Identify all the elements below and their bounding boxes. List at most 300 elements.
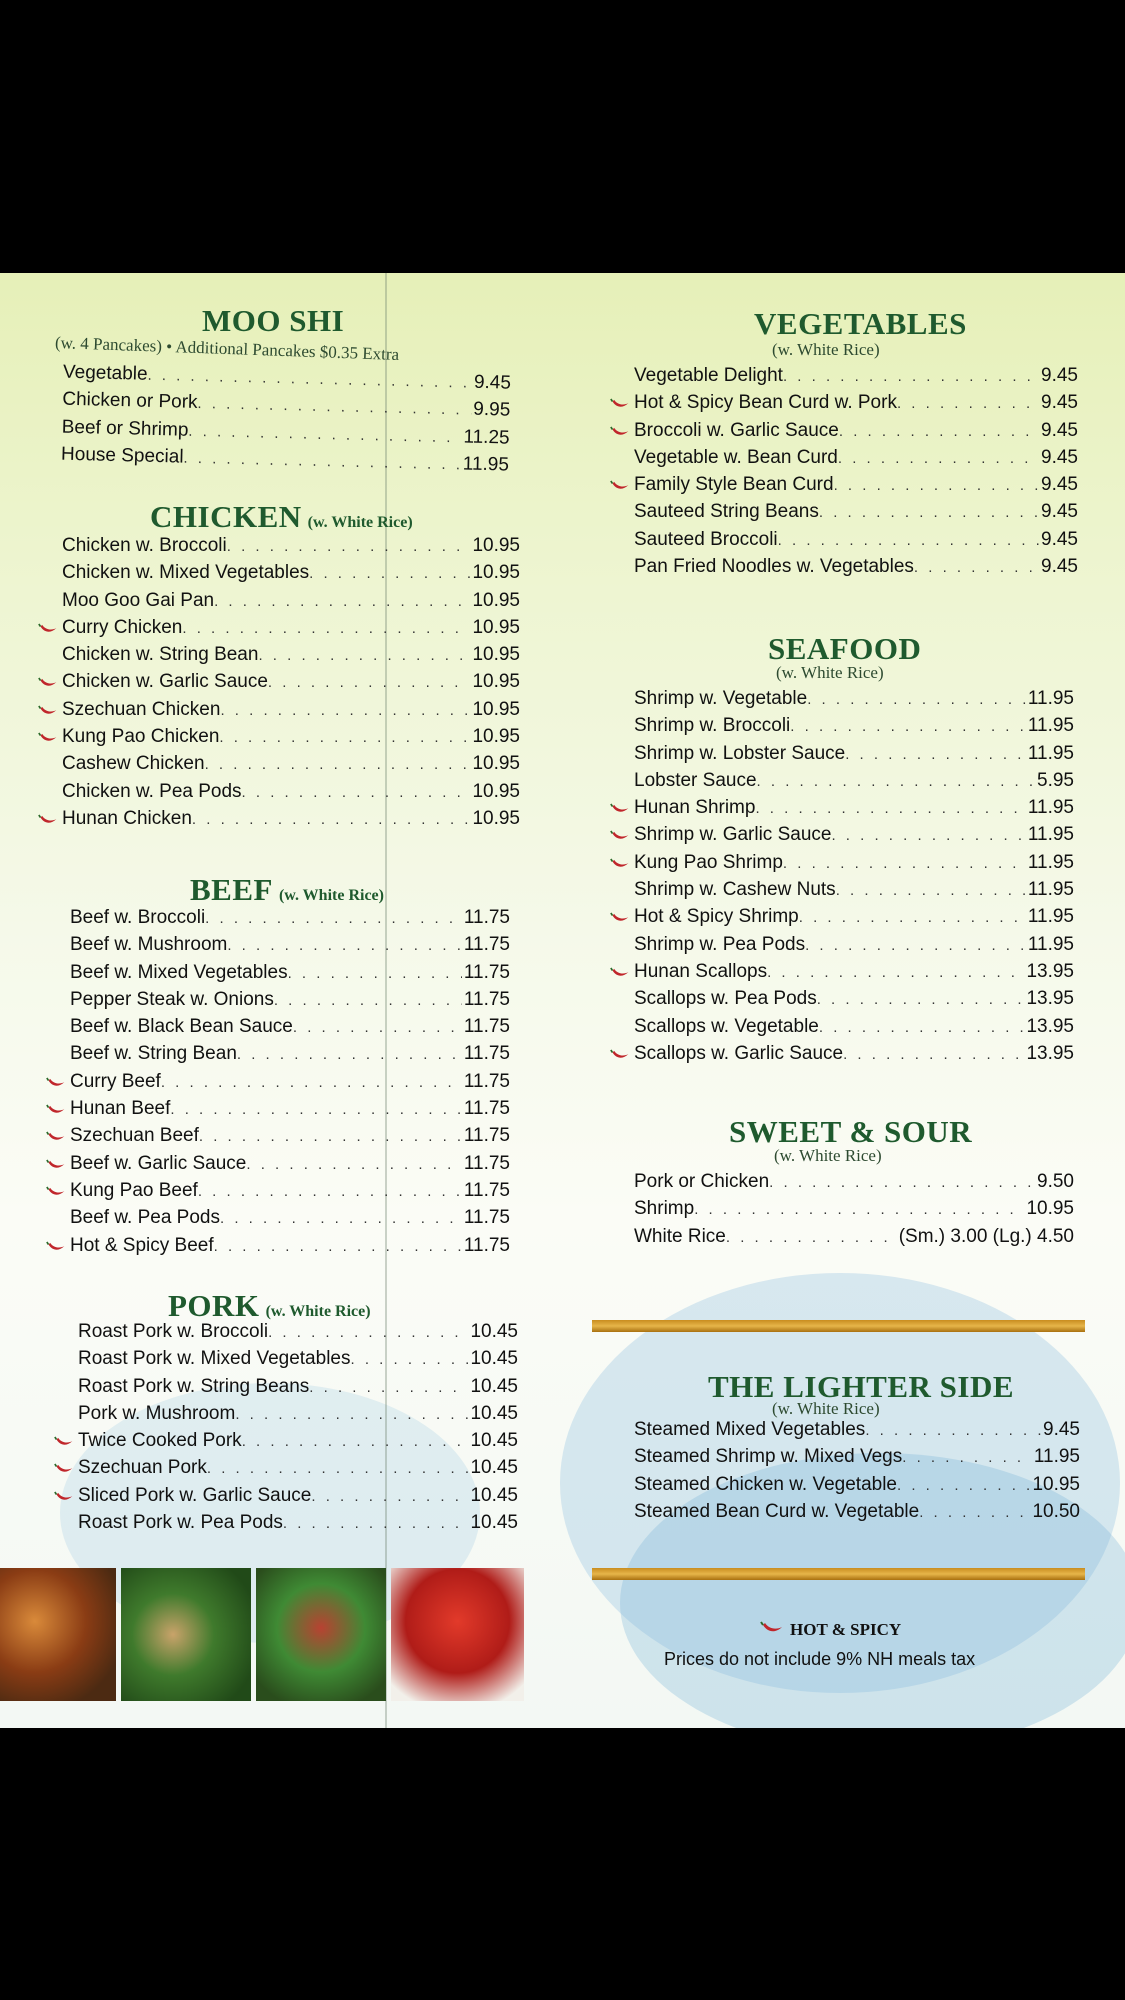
chili-pepper-icon <box>38 732 58 744</box>
dot-leader <box>309 1379 468 1396</box>
menu-item-name: Chicken w. String Bean <box>62 644 259 666</box>
menu-item-price: 11.75 <box>463 1098 510 1120</box>
gold-divider-bottom <box>592 1568 1085 1580</box>
menu-item <box>36 562 520 589</box>
menu-item <box>36 617 520 644</box>
chili-pepper-icon <box>54 1436 74 1448</box>
menu-item <box>52 1512 518 1539</box>
food-photo-sweet-sour <box>391 1568 524 1701</box>
menu-item-price: (Sm.) 3.00 (Lg.) 4.50 <box>898 1225 1074 1247</box>
dot-leader <box>350 1351 468 1368</box>
chili-pepper-icon <box>46 1131 66 1143</box>
dot-leader <box>757 773 1035 790</box>
menu-item-name: Pork w. Mushroom <box>78 1402 236 1424</box>
dot-leader <box>188 422 461 446</box>
dot-leader <box>897 395 1039 412</box>
menu-item-name: Beef or Shrimp <box>61 416 189 441</box>
dot-leader <box>865 1422 1041 1439</box>
dot-leader <box>726 1229 897 1246</box>
menu-item-price: 11.75 <box>463 1043 510 1065</box>
menu-item <box>36 590 520 617</box>
dot-leader <box>283 1515 469 1532</box>
chili-pepper-icon <box>54 1491 74 1503</box>
dot-leader <box>783 368 1039 385</box>
menu-item-name: Vegetable Delight <box>634 365 783 386</box>
menu-item-price: 11.95 <box>1027 797 1074 819</box>
menu-item-price: 10.95 <box>472 535 520 556</box>
dot-leader <box>902 1449 1032 1466</box>
menu-item <box>44 1043 510 1070</box>
menu-item <box>52 1321 518 1348</box>
sweet-sour-list <box>608 1171 1074 1253</box>
menu-item-name: Lobster Sauce <box>634 769 757 791</box>
menu-item <box>608 474 1078 501</box>
menu-item-name: Chicken w. Pea Pods <box>62 780 242 802</box>
menu-item-price: 9.45 <box>1041 365 1078 386</box>
menu-item-price: 11.95 <box>1033 1446 1080 1468</box>
menu-item-name: Steamed Bean Curd w. Vegetable <box>634 1500 920 1522</box>
menu-item <box>608 556 1078 583</box>
menu-item-price: 11.95 <box>462 453 510 476</box>
menu-item-price: 10.45 <box>470 1348 518 1370</box>
dot-leader <box>767 964 1024 981</box>
menu-item-price: 11.75 <box>463 1207 510 1229</box>
menu-item <box>36 535 520 562</box>
dot-leader <box>778 532 1039 549</box>
gold-divider-top <box>592 1320 1085 1332</box>
menu-item-price: 11.95 <box>1027 906 1074 928</box>
menu-item <box>44 1016 510 1043</box>
menu-item-name: Roast Pork w. Pea Pods <box>78 1512 283 1534</box>
menu-item <box>608 1171 1074 1198</box>
chili-pepper-icon <box>610 426 630 438</box>
menu-item-price: 11.95 <box>1027 933 1074 955</box>
menu-item <box>44 1235 510 1262</box>
menu-item-name: Steamed Mixed Vegetables <box>634 1419 866 1440</box>
menu-item-price: 10.45 <box>470 1430 518 1452</box>
food-photo-vegetables <box>256 1568 386 1701</box>
menu-item-name: Shrimp w. Broccoli <box>634 715 791 737</box>
dot-leader <box>838 450 1039 467</box>
menu-item <box>44 962 510 989</box>
sweet-sour-subtitle: (w. White Rice) <box>774 1146 882 1165</box>
moo-shi-title: MOO SHI <box>202 303 345 338</box>
chili-pepper-icon <box>38 623 58 635</box>
menu-item <box>44 934 510 961</box>
menu-item <box>608 743 1074 770</box>
menu-item-price: 10.95 <box>472 671 520 693</box>
menu-item <box>608 1043 1074 1070</box>
menu-item <box>36 671 520 698</box>
menu-item <box>44 1071 510 1098</box>
dot-leader <box>205 756 471 773</box>
menu-item-name: Shrimp w. Pea Pods <box>634 933 806 955</box>
menu-item <box>608 1419 1080 1446</box>
menu-item-name: Beef w. Mushroom <box>70 934 228 956</box>
menu-item-price: 11.25 <box>463 426 510 449</box>
menu-item-name: Kung Pao Beef <box>70 1179 198 1201</box>
menu-item <box>52 1348 518 1375</box>
menu-item <box>36 644 520 671</box>
chili-pepper-icon <box>54 1463 74 1475</box>
dot-leader <box>831 827 1025 844</box>
dot-leader <box>197 395 471 419</box>
menu-item-price: 10.45 <box>470 1484 518 1506</box>
moo-shi-subtitle: (w. 4 Pancakes) • Additional Pancakes $0.35 Extra <box>54 333 400 365</box>
menu-item <box>52 1457 518 1484</box>
dot-leader <box>161 1074 462 1091</box>
menu-item-price: 11.75 <box>463 1070 510 1092</box>
dot-leader <box>836 882 1026 899</box>
pork-title: PORK (w. White Rice) <box>168 1288 371 1323</box>
menu-item-name: Scallops w. Vegetable <box>634 1015 819 1037</box>
dot-leader <box>268 1324 468 1341</box>
menu-item-price: 10.95 <box>472 644 520 666</box>
menu-item-name: Cashew Chicken <box>62 753 205 775</box>
menu-item-name: Curry Beef <box>70 1070 161 1092</box>
moo-shi-list <box>35 361 512 482</box>
menu-item <box>36 699 520 726</box>
menu-item-name: Hunan Chicken <box>62 807 192 829</box>
chili-pepper-icon <box>610 858 630 870</box>
menu-item <box>608 1016 1074 1043</box>
dot-leader <box>220 702 470 719</box>
menu-item <box>36 808 520 835</box>
chili-pepper-icon <box>38 705 58 717</box>
dot-leader <box>805 937 1026 954</box>
menu-item <box>44 907 510 934</box>
chili-pepper-icon <box>46 1159 66 1171</box>
dot-leader <box>242 784 471 801</box>
menu-item-name: Chicken w. Mixed Vegetables <box>62 562 310 584</box>
menu-item <box>608 988 1074 1015</box>
menu-item-price: 11.95 <box>1027 879 1074 901</box>
menu-item <box>608 365 1078 392</box>
menu-item-price: 10.95 <box>472 616 520 638</box>
dot-leader <box>843 1046 1024 1063</box>
menu-item-name: Hunan Shrimp <box>634 797 756 819</box>
menu-item-name: Hot & Spicy Bean Curd w. Pork <box>634 392 897 414</box>
menu-item-name: Shrimp w. Lobster Sauce <box>634 742 846 764</box>
chili-pepper-icon <box>610 480 630 492</box>
menu-item-price: 13.95 <box>1026 960 1074 982</box>
dot-leader <box>235 1406 468 1423</box>
menu-item-name: Moo Goo Gai Pan <box>62 589 215 611</box>
dot-leader <box>919 1504 1030 1521</box>
chili-pepper-icon <box>46 1104 66 1116</box>
menu-item-name: Hot & Spicy Shrimp <box>634 906 799 928</box>
menu-item-price: 5.95 <box>1037 769 1074 791</box>
menu-item-name: Curry Chicken <box>62 616 183 638</box>
menu-item <box>44 1153 510 1180</box>
dot-leader <box>288 965 462 982</box>
vegetables-title: VEGETABLES <box>754 306 967 341</box>
chili-pepper-icon <box>610 830 630 842</box>
chili-pepper-icon <box>760 1620 784 1640</box>
menu-item-name: House Special <box>60 443 184 468</box>
menu-item-name: Beef w. Broccoli <box>70 907 206 928</box>
dot-leader <box>219 729 470 746</box>
menu-item-price: 10.95 <box>472 562 520 584</box>
chili-pepper-icon <box>38 677 58 689</box>
dot-leader <box>192 811 471 828</box>
dot-leader <box>237 1046 462 1063</box>
menu-item-name: Shrimp <box>634 1198 695 1220</box>
lighter-side-subtitle: (w. White Rice) <box>772 1399 880 1418</box>
menu-item-price: 10.95 <box>472 698 520 720</box>
menu-item <box>608 879 1074 906</box>
menu-item <box>608 797 1074 824</box>
menu-item-price: 11.75 <box>463 1179 510 1201</box>
menu-item-price: 10.45 <box>470 1375 518 1397</box>
pork-list <box>52 1321 518 1539</box>
chili-pepper-icon <box>46 1241 66 1253</box>
menu-item-name: Pepper Steak w. Onions <box>70 988 274 1010</box>
menu-item-name: White Rice <box>634 1225 726 1247</box>
menu-item <box>52 1403 518 1430</box>
menu-item-price: 11.75 <box>463 1152 510 1174</box>
chili-pepper-icon <box>38 814 58 826</box>
menu-item <box>608 447 1078 474</box>
menu-item-name: Szechuan Pork <box>78 1457 207 1479</box>
dot-leader <box>207 1460 469 1477</box>
hot-spicy-label: HOT & SPICY <box>790 1620 902 1639</box>
dot-leader <box>198 1183 462 1200</box>
dot-leader <box>799 909 1026 926</box>
menu-item-price: 11.95 <box>1027 742 1074 764</box>
dot-leader <box>227 538 471 555</box>
menu-item <box>608 770 1074 797</box>
vegetables-list <box>608 365 1078 583</box>
chili-pepper-icon <box>46 1186 66 1198</box>
menu-item-price: 9.45 <box>1041 528 1078 550</box>
menu-item-price: 9.50 <box>1037 1171 1074 1192</box>
menu-item-name: Hunan Beef <box>70 1098 171 1120</box>
chicken-list <box>36 535 520 835</box>
menu-item-price: 11.95 <box>1027 851 1074 873</box>
vegetables-subtitle: (w. White Rice) <box>772 340 880 359</box>
dot-leader <box>819 1019 1025 1036</box>
menu-item-name: Kung Pao Chicken <box>62 726 220 748</box>
hot-spicy-legend <box>760 1620 901 1640</box>
dot-leader <box>183 450 461 474</box>
dot-leader <box>819 504 1039 521</box>
menu-item-price: 10.50 <box>1032 1500 1080 1522</box>
menu-item-price: 13.95 <box>1026 1015 1074 1037</box>
menu-item <box>36 781 520 808</box>
menu-page <box>0 273 1125 1728</box>
dot-leader <box>914 559 1039 576</box>
seafood-list <box>608 688 1074 1070</box>
menu-item <box>608 501 1078 528</box>
dot-leader <box>214 593 470 610</box>
menu-item-name: Beef w. Mixed Vegetables <box>70 961 288 983</box>
dot-leader <box>755 800 1025 817</box>
menu-item-price: 10.95 <box>1026 1198 1074 1220</box>
menu-item-price: 9.45 <box>473 371 512 394</box>
menu-item <box>608 1446 1080 1473</box>
chili-pepper-icon <box>610 1049 630 1061</box>
menu-item-name: Twice Cooked Pork <box>78 1430 242 1452</box>
menu-item-price: 10.95 <box>472 753 520 775</box>
menu-item-price: 11.75 <box>463 988 510 1010</box>
menu-item-name: Sauteed Broccoli <box>634 528 778 550</box>
menu-item-name: Szechuan Chicken <box>62 698 221 720</box>
food-photo-broccoli-chicken <box>121 1568 251 1701</box>
menu-item-price: 13.95 <box>1026 1042 1074 1064</box>
dot-leader <box>839 423 1039 440</box>
beef-title: BEEF (w. White Rice) <box>190 872 384 907</box>
menu-item-price: 11.75 <box>463 1234 510 1256</box>
menu-item <box>44 1125 510 1152</box>
dot-leader <box>311 1488 468 1505</box>
dot-leader <box>807 691 1026 708</box>
menu-item-price: 10.95 <box>472 807 520 829</box>
dot-leader <box>790 718 1026 735</box>
lighter-side-title: THE LIGHTER SIDE <box>708 1369 1015 1404</box>
tax-note: Prices do not include 9% NH meals tax <box>664 1649 976 1669</box>
menu-item <box>608 961 1074 988</box>
menu-item <box>36 726 520 753</box>
dot-leader <box>293 1019 462 1036</box>
menu-item-price: 13.95 <box>1026 988 1074 1010</box>
menu-item <box>52 1430 518 1457</box>
chili-pepper-icon <box>610 912 630 924</box>
menu-item-price: 10.45 <box>470 1457 518 1479</box>
menu-item <box>608 715 1074 742</box>
dot-leader <box>242 1433 469 1450</box>
menu-item <box>608 1501 1080 1528</box>
menu-item <box>608 1226 1074 1253</box>
menu-item <box>608 824 1074 851</box>
menu-item <box>608 688 1074 715</box>
dot-leader <box>214 1238 462 1255</box>
menu-item-name: Shrimp w. Garlic Sauce <box>634 824 832 846</box>
menu-item <box>44 989 510 1016</box>
menu-item <box>608 934 1074 961</box>
menu-item-name: Chicken w. Broccoli <box>62 535 227 556</box>
menu-item-name: Chicken or Pork <box>62 388 198 414</box>
menu-item-price: 9.45 <box>1041 474 1078 496</box>
menu-item <box>608 906 1074 933</box>
menu-item-name: Broccoli w. Garlic Sauce <box>634 419 839 441</box>
dot-leader <box>147 367 472 392</box>
menu-item-price: 9.45 <box>1041 419 1078 441</box>
dot-leader <box>220 1210 462 1227</box>
menu-item-name: Roast Pork w. Broccoli <box>78 1321 269 1342</box>
menu-item-price: 11.75 <box>463 907 510 928</box>
menu-item-name: Roast Pork w. String Beans <box>78 1375 310 1397</box>
chili-pepper-icon <box>610 398 630 410</box>
menu-item-name: Pan Fried Noodles w. Vegetables <box>634 556 914 578</box>
dot-leader <box>170 1101 462 1118</box>
menu-item-name: Beef w. Black Bean Sauce <box>70 1016 293 1038</box>
chicken-title: CHICKEN (w. White Rice) <box>150 499 413 534</box>
dot-leader <box>199 1128 462 1145</box>
menu-item-name: Hot & Spicy Beef <box>70 1234 214 1256</box>
menu-item-name: Chicken w. Garlic Sauce <box>62 671 268 693</box>
menu-item-price: 11.95 <box>1027 688 1074 709</box>
menu-item <box>44 1180 510 1207</box>
chili-pepper-icon <box>610 803 630 815</box>
menu-item <box>608 392 1078 419</box>
menu-item-name: Shrimp w. Cashew Nuts <box>634 879 836 901</box>
menu-item <box>52 1485 518 1512</box>
menu-item <box>36 753 520 780</box>
menu-item-name: Steamed Chicken w. Vegetable <box>634 1473 898 1495</box>
menu-item-name: Vegetable <box>62 361 148 385</box>
menu-item-name: Beef w. Pea Pods <box>70 1207 220 1229</box>
dot-leader <box>274 992 462 1009</box>
menu-item-name: Roast Pork w. Mixed Vegetables <box>78 1348 351 1370</box>
menu-item-price: 11.75 <box>463 961 510 983</box>
menu-item-price: 10.95 <box>472 726 520 748</box>
menu-item-price: 10.45 <box>470 1512 518 1534</box>
menu-item-price: 9.45 <box>1041 392 1078 414</box>
menu-item-name: Szechuan Beef <box>70 1125 199 1147</box>
menu-item <box>44 1207 510 1234</box>
menu-item <box>608 1474 1080 1501</box>
dot-leader <box>227 937 462 954</box>
menu-item-name: Steamed Shrimp w. Mixed Vegs <box>634 1446 903 1468</box>
menu-item-price: 10.95 <box>472 780 520 802</box>
menu-item-price: 11.95 <box>1027 715 1074 737</box>
food-photo-noodles <box>0 1568 116 1701</box>
menu-item-name: Hunan Scallops <box>634 960 768 982</box>
menu-item-name: Vegetable w. Bean Curd <box>634 446 838 468</box>
lighter-side-list <box>608 1419 1080 1528</box>
dot-leader <box>897 1477 1030 1494</box>
dot-leader <box>268 674 471 691</box>
menu-item-price: 11.95 <box>1027 824 1074 846</box>
menu-item-name: Sauteed String Beans <box>634 501 819 523</box>
menu-item-name: Family Style Bean Curd <box>634 474 834 496</box>
menu-item-price: 11.75 <box>463 934 510 956</box>
dot-leader <box>246 1156 461 1173</box>
menu-item-price: 11.75 <box>463 1125 510 1147</box>
menu-item <box>608 852 1074 879</box>
menu-item-name: Kung Pao Shrimp <box>634 851 783 873</box>
dot-leader <box>694 1201 1024 1218</box>
menu-item <box>608 1198 1074 1225</box>
menu-item-name: Pork or Chicken <box>634 1171 770 1192</box>
dot-leader <box>783 855 1026 872</box>
menu-item-name: Beef w. Garlic Sauce <box>70 1152 247 1174</box>
seafood-title: SEAFOOD <box>768 631 922 666</box>
menu-item-price: 9.45 <box>1041 501 1078 523</box>
menu-item-price: 9.95 <box>473 398 511 421</box>
menu-item-price: 9.45 <box>1041 446 1078 468</box>
menu-item <box>44 1098 510 1125</box>
dot-leader <box>258 647 470 664</box>
menu-item-price: 10.95 <box>1032 1473 1080 1495</box>
menu-item-name: Scallops w. Pea Pods <box>634 988 817 1010</box>
menu-item <box>608 420 1078 447</box>
chili-pepper-icon <box>46 1077 66 1089</box>
menu-item-name: Beef w. String Bean <box>70 1043 237 1065</box>
dot-leader <box>817 991 1025 1008</box>
dot-leader <box>845 746 1026 763</box>
menu-item-name: Shrimp w. Vegetable <box>634 688 808 709</box>
beef-list <box>44 907 510 1262</box>
menu-item-price: 10.45 <box>470 1321 518 1342</box>
menu-item-name: Scallops w. Garlic Sauce <box>634 1042 844 1064</box>
menu-item-name: Sliced Pork w. Garlic Sauce <box>78 1484 312 1506</box>
sweet-sour-title: SWEET & SOUR <box>729 1114 973 1149</box>
menu-item <box>52 1376 518 1403</box>
menu-item-price: 10.95 <box>472 589 520 611</box>
dot-leader <box>309 565 470 582</box>
